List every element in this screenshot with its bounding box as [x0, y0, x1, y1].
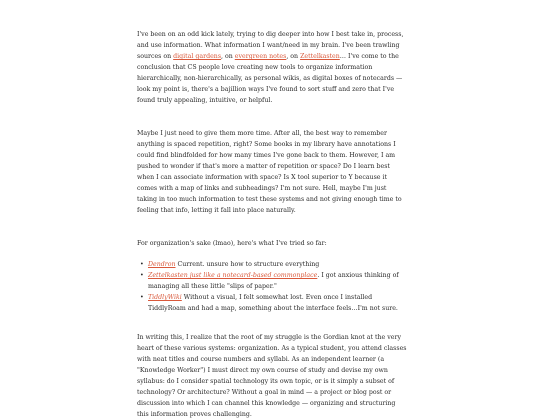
intro-text-4: … I've come to the conclusion that CS people love creating new tools to organize information hierarchically, non-hierarchically, as personal wikis, as digital boxes of notecards — look my point is, there's a bajillion ways I've found to sort stuff and zero that I've found truly appealing, intuitive, or helpful. — [137, 53, 403, 104]
dendron-link[interactable]: Dendron — [148, 261, 176, 268]
zettelkasten-link[interactable]: Zettelkasten — [300, 53, 340, 60]
intro-text-2: , on — [221, 53, 235, 60]
tiddlywiki-link[interactable]: TiddlyWiki — [148, 294, 182, 301]
list-bullet: • — [140, 294, 144, 301]
list-bullet: • — [140, 272, 144, 279]
digital-gardens-link[interactable]: digital gardens — [173, 53, 222, 60]
tools-list — [137, 259, 407, 314]
intro-text-3: , on — [286, 53, 301, 60]
intro-paragraph — [137, 29, 407, 106]
list-item — [140, 270, 407, 292]
article — [137, 0, 407, 420]
conclusion-paragraph: In writing this, I realize that the root of my struggle is the Gordian knot at the very heart of these various systems: organization. As a typical student, you attend classes with neat titles and course numbers and syllabi. As an independent learner (a "Knowledge Worker") I must direct my own course of study and devise my own syllabus: do I consider spatial technology its own topic, or is it simply a subset of technology? Or architecture? Without a goal in mind — a project or blog post or discussion into which I can channel this knowledge — organizing and structuring this information proves challenging. — [137, 334, 407, 418]
evergreen-notes-link[interactable]: evergreen notes — [234, 53, 287, 60]
list-bullet: • — [140, 261, 144, 268]
list-item-text: Without a visual, I felt somewhat lost. Even once I installed TiddlyRoam and had a map, something about the interface feels…I'm not sure. — [148, 294, 398, 312]
list-item-text: . I got anxious thinking of managing all these little "slips of paper." — [148, 272, 399, 290]
zettelkasten-commonplace-link[interactable]: Zettelkasten just like a notecard-based commonplace — [148, 272, 318, 279]
intro-text-1: I've been on an odd kick lately, trying to dig deeper into how I best take in, process, and use information. What information I want/need in my brain. I've been trawling sources on — [137, 31, 404, 60]
list-item — [140, 292, 407, 314]
list-item-text: Current. unsure how to structure everything — [175, 261, 320, 268]
list-item — [140, 259, 407, 270]
spaced-repetition-paragraph: Maybe I just need to give them more time. After all, the best way to remember anything is spaced repetition, right? Some books in my library have annotations I could find blindfolded for how many times I've gone back to them. However, I am pushed to wonder if that's more a matter of repetition or space? Do I learn best when I can associate information with space? Is X tool superior to Y because it comes with a map of links and subheadings? I'm not sure. Hell, maybe I'm just taking in too much information to test these systems and not giving enough time to feeling that info, letting it fall into place naturally. — [137, 130, 402, 214]
tried-list-intro: For organization's sake (lmao), here's what I've tried so far: — [137, 240, 327, 247]
